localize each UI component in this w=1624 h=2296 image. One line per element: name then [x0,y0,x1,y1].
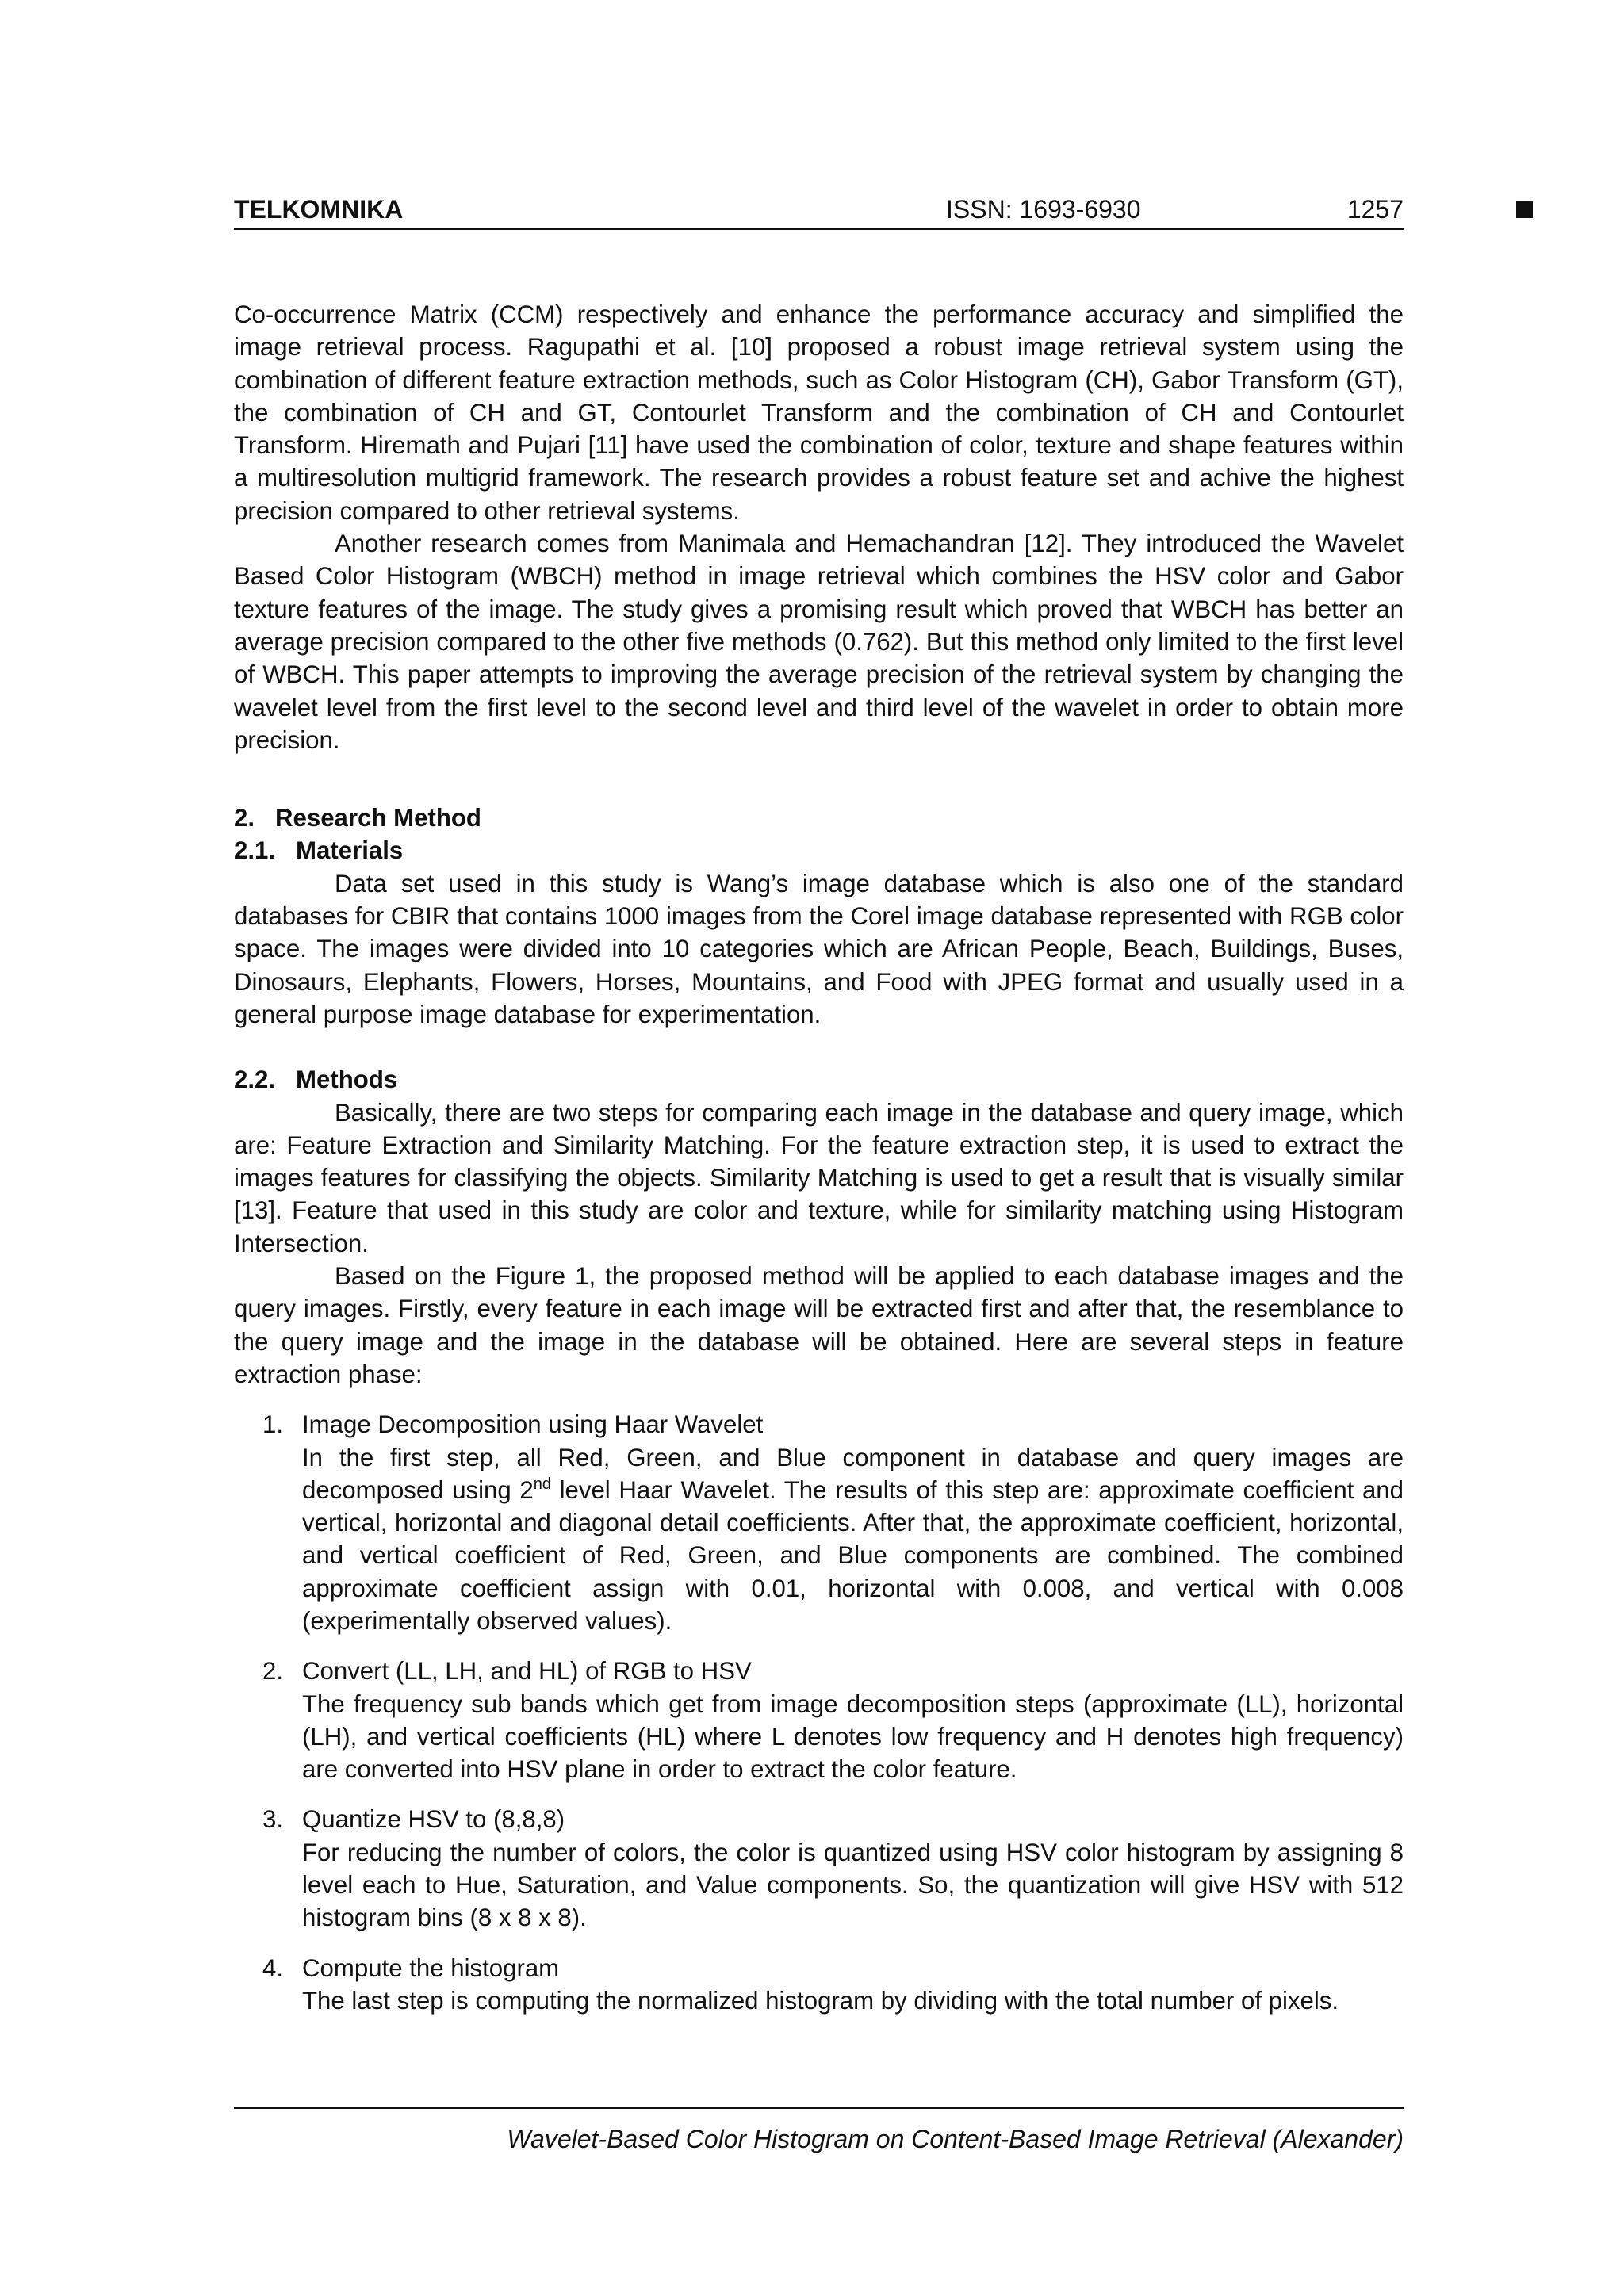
section-heading-research-method: 2. Research Method [234,804,481,832]
list-item [234,1408,1404,1637]
step-number: 2. [262,1657,284,1686]
step-title: Compute the histogram [302,1954,560,1982]
feature-extraction-steps [234,1408,1404,2017]
step-title: Quantize HSV to (8,8,8) [302,1805,565,1834]
step-text: The last step is computing the normalized histogram by dividing with the total number of pixels. [302,1986,1339,2015]
subsection-heading-methods: 2.2. Methods [234,1066,398,1094]
list-item [234,1952,1404,2018]
step-number: 4. [262,1954,284,1982]
list-item [234,1803,1404,1934]
running-header [234,193,1404,230]
materials-paragraph: Data set used in this study is Wang’s image database which is also one of the standard databases for CBIR that contains 1000 images from the Corel image database represented with RGB color space. The images were divided into 10 categories which are African People, Beach, Buildings, Buses, Dinosaurs, Elephants, Flowers, Horses, Mountains, and Food with JPEG format and usually used in a general purpose image database for experimentation. [234,869,1404,1028]
journal-name: TELKOMNIKA [234,195,404,224]
page-number: 1257 [1346,195,1404,224]
footer-citation: Wavelet-Based Color Histogram on Content-Based Image Retrieval (Alexander) [507,2125,1404,2153]
step-number: 1. [262,1410,284,1439]
step-text: The frequency sub bands which get from image decomposition steps (approximate (LL), horizontal (LH), and vertical coefficients (HL) where L denotes low frequency and H denotes high frequency) are converted into HSV plane in order to extract the color feature. [302,1689,1404,1784]
issn: ISSN: 1693-6930 [946,195,1141,224]
subsection-heading-materials: 2.1. Materials [234,836,404,865]
body-text [234,298,1404,2034]
intro-paragraph-1: Co-occurrence Matrix (CCM) respectively and enhance the performance accuracy and simplified the image retrieval process. Ragupathi et al. [10] proposed a robust image retrieval system using the combination of different feature extraction methods, such as Color Histogram (CH), Gabor Transform (GT), the combination of CH and GT, Contourlet Transform and the combination of CH and Contourlet Transform. Hiremath and Pujari [11] have used the combination of color, texture and shape features within a multiresolution multigrid framework. The research provides a robust feature set and achive the highest precision compared to other retrieval systems. [234,300,1404,525]
step-title: Image Decomposition using Haar Wavelet [302,1410,764,1439]
step-text: For reducing the number of colors, the color is quantized using HSV color histogram by assigning 8 level each to Hue, Saturation, and Value components. So, the quantization will give HSV with 512 histogram bins (8 x 8 x 8). [302,1838,1404,1932]
running-footer [234,2107,1404,2153]
list-item [234,1655,1404,1785]
intro-paragraph-2: Another research comes from Manimala and Hemachandran [12]. They introduced the Wavelet Based Color Histogram (WBCH) method in image retrieval which combines the HSV color and Gabor texture features of the image. The study gives a promising result which proved that WBCH has better an average precision compared to the other five methods (0.762). But this method only limited to the first level of WBCH. This paper attempts to improving the average precision of the retrieval system by changing the wavelet level from the first level to the second level and third level of the wavelet in order to obtain more precision. [234,530,1404,754]
methods-paragraph-2: Based on the Figure 1, the proposed method will be applied to each database images and the query images. Firstly, every feature in each image will be extracted first and after that, the resemblance to the query image and the image in the database will be obtained. Here are several steps in feature extraction phase: [234,1262,1404,1388]
step-number: 3. [262,1805,284,1834]
step-text: In the first step, all Red, Green, and Blue component in database and query images are decomposed using 2nd level Haar Wavelet. The results of this step are: approximate coefficient and vertical, horizontal and diagonal detail coefficients. After that, the approximate coefficient, horizontal, and vertical coefficient of Red, Green, and Blue components are combined. The combined approximate coefficient assign with 0.01, horizontal with 0.008, and vertical with 0.008 (experimentally observed values). [302,1443,1404,1635]
step-title: Convert (LL, LH, and HL) of RGB to HSV [302,1657,752,1686]
methods-paragraph-1: Basically, there are two steps for comparing each image in the database and query image, which are: Feature Extraction and Similarity Matching. For the feature extraction step, it is used to extract the images features for classifying the objects. Similarity Matching is used to get a result that is visually similar [13]. Feature that used in this study are color and texture, while for similarity matching using Histogram Intersection. [234,1098,1404,1257]
black-square-icon [1516,201,1533,218]
